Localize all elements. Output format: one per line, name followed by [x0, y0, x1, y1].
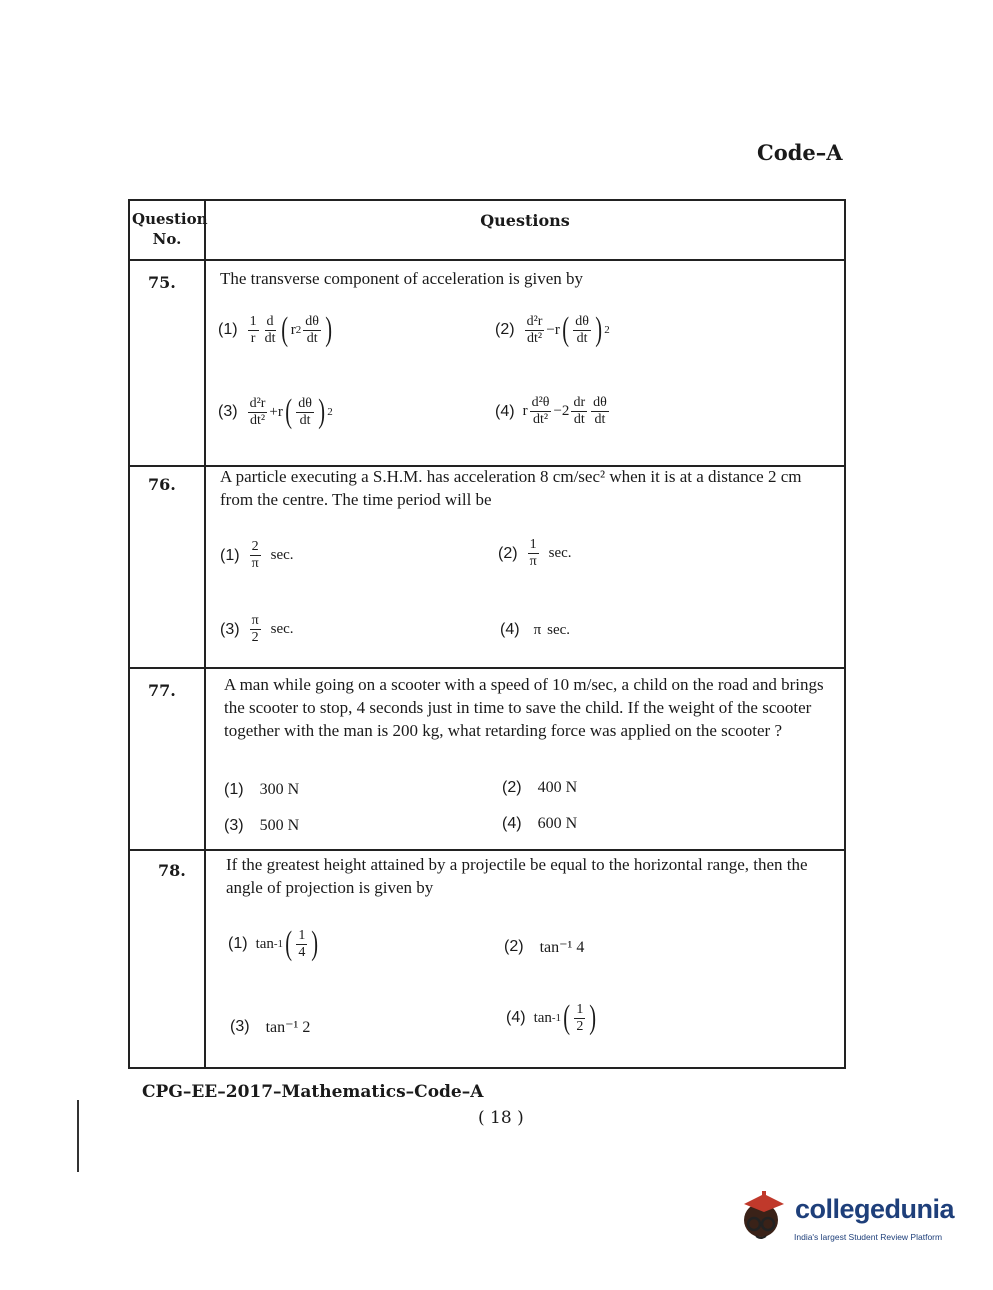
option-unit: sec.: [547, 621, 571, 638]
option-label: (3): [218, 403, 238, 420]
option: [224, 817, 299, 835]
question-text: A man while going on a scooter with a speed of 10 m/sec, a child on the road and brings the scooter to stop, 4 seconds just in time to save the child. If the weight of the scooter together with the man is 200 kg, what retarding force was applied on the scooter ?: [224, 675, 824, 740]
option-label: (2): [498, 544, 518, 562]
option-label: (1): [224, 781, 244, 798]
logo-wordmark: collegedunia: [795, 1194, 955, 1224]
option-expression: $\frac{1}{r}$ $\frac{d}{dt}$ ( r 2 $\frac{d\theta}{dt}$ ): [249, 311, 333, 348]
paper-code: Code–A: [757, 140, 843, 165]
question-number: 77.: [148, 681, 176, 700]
option-expression: $\frac{\text{d²r}}{\text{dt²}}$ −r ( $\frac{d\theta}{dt}$ ) 2: [526, 311, 610, 348]
option-label: (3): [230, 1018, 250, 1035]
option-label: (3): [220, 620, 240, 638]
option-expression-value: π: [533, 621, 542, 638]
question-number: 76.: [148, 475, 176, 494]
option: [504, 937, 584, 957]
question-number: 78.: [158, 861, 186, 880]
option: [220, 613, 294, 646]
option-expression: [534, 622, 570, 639]
option-label: (1): [220, 546, 240, 564]
option-value: 500 N: [259, 817, 300, 834]
option: [506, 1001, 599, 1035]
option: [220, 539, 294, 572]
option-label: (4): [500, 621, 520, 638]
option-label: (2): [495, 321, 515, 338]
option-label: (4): [495, 402, 515, 420]
option-label: (1): [228, 935, 248, 952]
row-divider: [130, 667, 844, 669]
column-divider: [204, 201, 206, 1067]
option-label: (2): [504, 938, 524, 955]
row-divider: [130, 849, 844, 851]
question-number: 75.: [148, 273, 176, 292]
option-expression: r $\frac{\text{d²θ}}{\text{dt²}}$ −2 $\frac{dr}{dt}$ $\frac{d\theta}{dt}$: [522, 395, 607, 427]
option-label: (2): [502, 779, 522, 796]
option-expression: tan -1 ( $\frac{1}{4}$ ): [255, 925, 319, 962]
logo-tagline: India's largest Student Review Platform: [794, 1232, 943, 1242]
option: [228, 927, 321, 961]
column-header-questions: Questions: [480, 211, 570, 230]
question-table: [128, 199, 846, 1069]
page-number: ( 18 ): [478, 1108, 524, 1128]
question-text: A particle executing a S.H.M. has acceleration 8 cm/sec² when it is at a distance 2 cm from the centre. The time period will be: [220, 467, 802, 509]
margin-line: [77, 1100, 79, 1172]
question-text: If the greatest height attained by a projectile be equal to the horizontal range, then the angle of projection is given by: [226, 855, 808, 897]
option-expression: tan -1 ( $\frac{1}{2}$ ): [533, 999, 597, 1036]
column-header-no: Question No.: [132, 210, 208, 248]
option-unit: sec.: [270, 621, 294, 637]
option: [230, 1017, 310, 1037]
option: [495, 395, 611, 428]
graduate-mascot-icon: [734, 1188, 792, 1246]
option-label: (4): [502, 815, 522, 832]
option-expression: tan⁻¹ 2: [265, 1019, 311, 1036]
option-expression: $\frac{\pi}{2}$ sec.: [251, 613, 294, 645]
option-value: 400 N: [537, 779, 578, 796]
option-unit: sec.: [270, 547, 294, 563]
option-expression: $\frac{1}{\pi}$ sec.: [529, 537, 572, 569]
option: [495, 313, 610, 347]
option: [498, 537, 572, 570]
option: [224, 781, 299, 799]
option-expression: tan⁻¹ 4: [539, 939, 585, 956]
option-expression: $\frac{2}{\pi}$ sec.: [251, 539, 294, 571]
option-label: (4): [506, 1009, 526, 1026]
option: [500, 621, 570, 639]
option-label: (3): [224, 817, 244, 834]
option-label: (1): [218, 321, 238, 338]
row-divider: [130, 259, 844, 261]
option-unit: sec.: [548, 545, 572, 561]
option-value: 600 N: [537, 815, 578, 832]
question-text: The transverse component of acceleration is given by: [220, 269, 584, 288]
option: [218, 313, 334, 347]
option: [218, 395, 333, 429]
option-expression: $\frac{\text{d²r}}{\text{dt²}}$ +r ( $\frac{d\theta}{dt}$ ) 2: [249, 393, 333, 430]
collegedunia-logo: [734, 1188, 964, 1248]
footer-title: CPG–EE–2017–Mathematics–Code–A: [142, 1082, 484, 1102]
option: [502, 815, 577, 833]
option: [502, 779, 577, 797]
option-value: 300 N: [259, 781, 300, 798]
